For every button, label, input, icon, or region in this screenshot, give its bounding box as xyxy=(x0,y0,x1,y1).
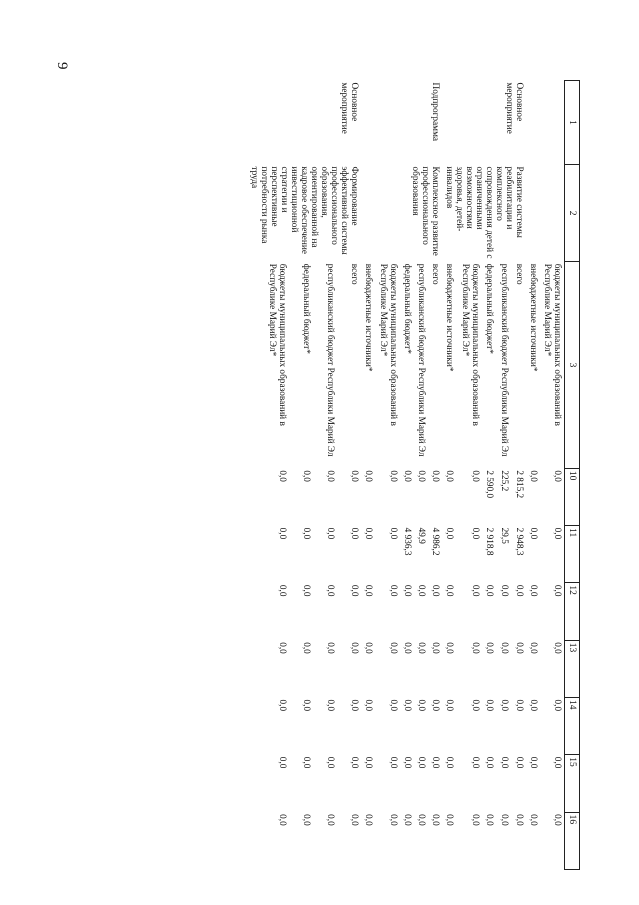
funding-source-cell: внебюджетные источники* xyxy=(527,263,538,372)
funding-source-cell: бюджеты муниципальных образований в Республике Марий Эл* xyxy=(266,263,287,426)
value-cell: 0,0 xyxy=(387,699,398,712)
funding-source-cell: федеральный бюджет* xyxy=(401,263,412,354)
value-cell: 0,0 xyxy=(363,527,374,540)
value-cell: 0,0 xyxy=(499,699,510,712)
value-cell: 0,0 xyxy=(484,814,495,826)
value-cell: 0,0 xyxy=(429,584,440,597)
value-cell: 0,0 xyxy=(484,642,495,654)
funding-source-cell: внебюджетные источники* xyxy=(444,263,455,372)
funding-source-cell: бюджеты муниципальных образований в Республике Марий Эл* xyxy=(541,263,562,426)
funding-source-cell: внебюджетные источники* xyxy=(363,263,374,372)
table-row xyxy=(337,81,361,870)
value-cell: 0,0 xyxy=(415,584,426,597)
value-cell: 0,0 xyxy=(513,756,524,769)
value-cell: 0,0 xyxy=(444,699,455,712)
table-body xyxy=(247,81,564,870)
value-cell: 0,0 xyxy=(415,699,426,712)
value-cell: 0,0 xyxy=(429,470,440,482)
value-cell: 0,0 xyxy=(444,470,455,482)
value-cell: 0,0 xyxy=(527,756,538,769)
value-cell: 0,0 xyxy=(401,699,412,712)
value-cell: 0,0 xyxy=(444,527,455,540)
value-cell: 0,0 xyxy=(363,470,374,482)
table-row xyxy=(428,81,442,870)
table-row xyxy=(540,81,565,870)
value-cell: 0,0 xyxy=(499,814,510,826)
value-cell: 0,0 xyxy=(527,814,538,826)
value-cell: 0,0 xyxy=(349,814,360,826)
value-cell: 0,0 xyxy=(300,642,311,654)
value-cell: 0,0 xyxy=(552,527,562,540)
value-cell: 0,0 xyxy=(387,756,398,769)
funding-source-cell: всего xyxy=(513,263,524,285)
value-cell: 0,0 xyxy=(513,584,524,597)
value-cell: 0,0 xyxy=(325,699,336,712)
value-cell: 0,0 xyxy=(325,756,336,769)
value-cell: 0,0 xyxy=(469,584,480,597)
header-cell: 3 xyxy=(565,262,580,469)
header-cell: 1 xyxy=(565,81,580,165)
value-cell: 0,0 xyxy=(387,470,398,482)
header-cell: 2 xyxy=(565,164,580,261)
value-cell: 0,0 xyxy=(469,756,480,769)
value-cell: 0,0 xyxy=(300,699,311,712)
value-cell: 0,0 xyxy=(325,470,336,482)
value-cell: 0,0 xyxy=(300,814,311,826)
value-cell: 0,0 xyxy=(469,699,480,712)
value-cell: 0,0 xyxy=(325,642,336,654)
header-cell: 16 xyxy=(565,812,580,869)
value-cell: 0,0 xyxy=(276,470,287,482)
value-cell: 0,0 xyxy=(444,642,455,654)
header-cell: 15 xyxy=(565,755,580,812)
funding-source-cell: всего xyxy=(349,263,360,285)
value-cell: 0,0 xyxy=(513,699,524,712)
value-cell: 0,0 xyxy=(429,814,440,826)
value-cell: 0,0 xyxy=(387,584,398,597)
funding-source-cell: федеральный бюджет* xyxy=(300,263,311,354)
value-cell: 0,0 xyxy=(499,756,510,769)
table-row xyxy=(511,81,526,870)
rotated-page-content xyxy=(100,80,580,870)
value-cell: 4 986,2 xyxy=(429,527,440,556)
value-cell: 0,0 xyxy=(349,642,360,654)
value-cell: 0,0 xyxy=(484,584,495,597)
item-type-cell xyxy=(526,81,565,165)
funding-source-cell: всего xyxy=(429,263,440,285)
funding-source-cell: бюджеты муниципальных образований в Республике Марий Эл* xyxy=(377,263,398,426)
value-cell: 0,0 xyxy=(276,699,287,712)
value-cell: 0,0 xyxy=(363,699,374,712)
value-cell: 0,0 xyxy=(429,642,440,654)
value-cell: 0,0 xyxy=(499,642,510,654)
value-cell: 29,5 xyxy=(499,527,510,544)
item-type-cell: Подпрограмма xyxy=(429,82,440,142)
header-cell: 10 xyxy=(565,468,580,525)
value-cell: 0,0 xyxy=(349,756,360,769)
value-cell: 0,0 xyxy=(387,642,398,654)
value-cell: 0,0 xyxy=(363,814,374,826)
item-title-cell: Формирование эффективной системы профессионального образования, ориентированной на кадровое обеспечение инвестиционной стратегии и перспективные потребности рынка труда xyxy=(249,166,360,255)
value-cell: 0,0 xyxy=(469,642,480,654)
value-cell: 0,0 xyxy=(444,584,455,597)
value-cell: 0,0 xyxy=(552,814,562,826)
header-row xyxy=(565,81,580,870)
value-cell: 0,0 xyxy=(349,527,360,540)
value-cell: 0,0 xyxy=(513,642,524,654)
value-cell: 225,2 xyxy=(499,470,510,492)
value-cell: 0,0 xyxy=(552,584,562,597)
value-cell: 0,0 xyxy=(325,584,336,597)
value-cell: 0,0 xyxy=(401,814,412,826)
value-cell: 2 815,2 xyxy=(513,470,524,499)
funding-source-cell: республиканский бюджет Республики Марий Эл xyxy=(415,263,426,457)
value-cell: 0,0 xyxy=(276,756,287,769)
funding-source-cell: федеральный бюджет* xyxy=(484,263,495,354)
value-cell: 0,0 xyxy=(484,699,495,712)
value-cell: 0,0 xyxy=(387,527,398,540)
value-cell: 0,0 xyxy=(276,527,287,540)
value-cell: 0,0 xyxy=(552,756,562,769)
value-cell: 0,0 xyxy=(325,527,336,540)
value-cell: 0,0 xyxy=(276,642,287,654)
value-cell: 0,0 xyxy=(401,584,412,597)
item-type-cell: Основное мероприятие xyxy=(503,82,524,134)
value-cell: 0,0 xyxy=(363,584,374,597)
value-cell: 2 948,3 xyxy=(513,527,524,556)
item-title-cell: Развитие системы реабилитации и комплексного сопровождения детей с ограниченными возможностями здоровья, детей-инвалидов xyxy=(443,166,524,259)
value-cell: 0,0 xyxy=(415,642,426,654)
value-cell: 0,0 xyxy=(484,756,495,769)
item-title-cell xyxy=(526,164,565,261)
value-cell: 0,0 xyxy=(300,527,311,540)
value-cell: 0,0 xyxy=(552,699,562,712)
value-cell: 49,9 xyxy=(415,527,426,544)
value-cell: 0,0 xyxy=(513,814,524,826)
value-cell: 0,0 xyxy=(387,814,398,826)
value-cell: 0,0 xyxy=(469,814,480,826)
value-cell: 0,0 xyxy=(552,642,562,654)
value-cell: 0,0 xyxy=(276,814,287,826)
value-cell: 4 936,3 xyxy=(401,527,412,556)
value-cell: 0,0 xyxy=(300,584,311,597)
value-cell: 0,0 xyxy=(499,584,510,597)
value-cell: 0,0 xyxy=(415,470,426,482)
value-cell: 0,0 xyxy=(325,814,336,826)
header-cell: 13 xyxy=(565,640,580,697)
value-cell: 2 590,0 xyxy=(484,470,495,499)
value-cell: 0,0 xyxy=(469,527,480,540)
value-cell: 0,0 xyxy=(444,814,455,826)
value-cell: 0,0 xyxy=(552,470,562,482)
value-cell: 0,0 xyxy=(527,642,538,654)
value-cell: 0,0 xyxy=(444,756,455,769)
header-cell: 12 xyxy=(565,583,580,640)
value-cell: 0,0 xyxy=(401,470,412,482)
value-cell: 0,0 xyxy=(349,584,360,597)
item-title-cell: Комплексное развитие профессионального образования xyxy=(409,166,440,256)
item-type-cell: Основное мероприятие xyxy=(339,82,360,134)
value-cell: 0,0 xyxy=(415,814,426,826)
value-cell: 0,0 xyxy=(527,699,538,712)
value-cell: 0,0 xyxy=(300,756,311,769)
funding-source-cell: бюджеты муниципальных образований в Республике Марий Эл* xyxy=(459,263,480,426)
value-cell: 0,0 xyxy=(401,756,412,769)
budget-table xyxy=(247,80,580,870)
value-cell: 0,0 xyxy=(363,756,374,769)
value-cell: 2 918,8 xyxy=(484,527,495,556)
page-number: 9 xyxy=(54,62,70,70)
value-cell: 0,0 xyxy=(276,584,287,597)
value-cell: 0,0 xyxy=(349,699,360,712)
value-cell: 0,0 xyxy=(469,470,480,482)
value-cell: 0,0 xyxy=(527,527,538,540)
funding-source-cell: республиканский бюджет Республики Марий Эл xyxy=(499,263,510,457)
value-cell: 0,0 xyxy=(415,756,426,769)
value-cell: 0,0 xyxy=(300,470,311,482)
value-cell: 0,0 xyxy=(429,699,440,712)
value-cell: 0,0 xyxy=(527,470,538,482)
value-cell: 0,0 xyxy=(429,756,440,769)
value-cell: 0,0 xyxy=(349,470,360,482)
value-cell: 0,0 xyxy=(401,642,412,654)
value-cell: 0,0 xyxy=(527,584,538,597)
funding-source-cell: республиканский бюджет Республики Марий Эл xyxy=(325,263,336,457)
value-cell: 0,0 xyxy=(363,642,374,654)
header-cell: 11 xyxy=(565,526,580,583)
header-cell: 14 xyxy=(565,698,580,755)
